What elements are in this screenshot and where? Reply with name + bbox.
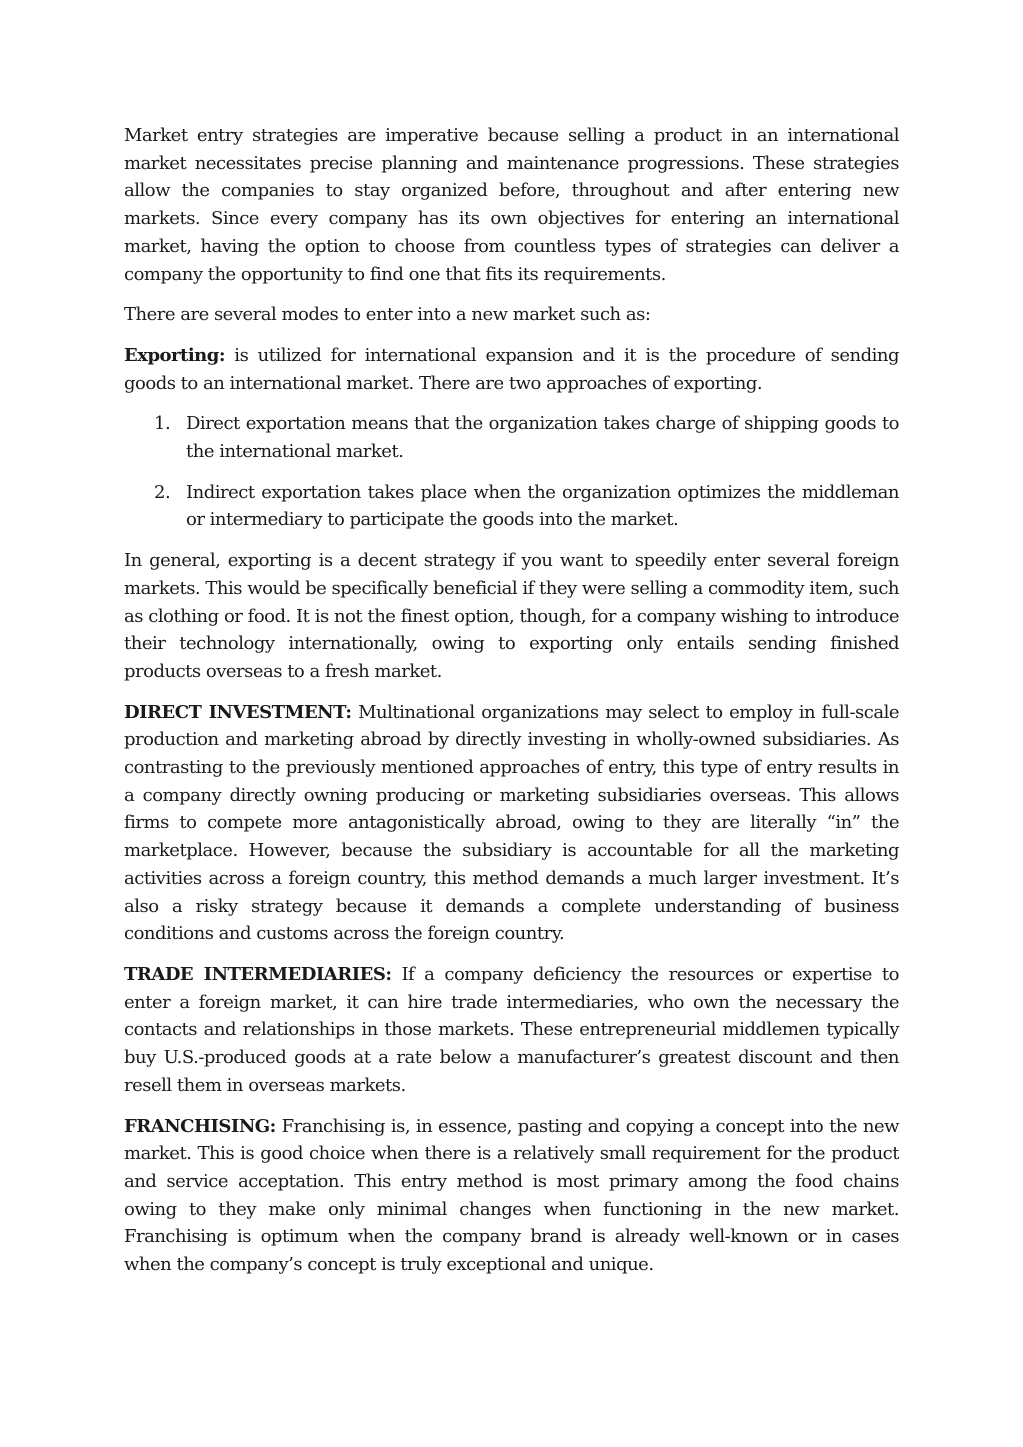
exporting-text: is utilized for international expansion and it is the procedure of sending goods to an international market. There are two approaches of exporting. <box>124 344 899 394</box>
list-item-text: Direct exportation means that the organization takes charge of shipping goods to the international market. <box>186 413 899 463</box>
direct-investment-heading: DIRECT INVESTMENT: <box>124 701 352 723</box>
document-page <box>124 122 899 1292</box>
exporting-heading: Exporting: <box>124 344 225 366</box>
exporting-paragraph <box>124 342 899 397</box>
direct-investment-paragraph <box>124 699 899 948</box>
trade-intermediaries-paragraph <box>124 961 899 1100</box>
trade-intermediaries-heading: TRADE INTERMEDIARIES: <box>124 963 392 985</box>
list-item <box>124 479 899 534</box>
franchising-text: Franchising is, in essence, pasting and copying a concept into the new market. This is good choice when there is a relatively small requirement for the product and service acceptation. This entry method is most primary among the food chains owing to they make only minimal changes when functioning in the new market. Franchising is optimum when the company brand is already well-known or in cases when the company’s concept is truly exceptional and unique. <box>124 1115 899 1276</box>
intro-paragraph: Market entry strategies are imperative because selling a product in an international market necessitates precise planning and maintenance progressions. These strategies allow the companies to stay organized before, throughout and after entering new markets. Since every company has its own objectives for entering an international market, having the option to choose from countless types of strategies can deliver a company the opportunity to find one that fits its requirements. <box>124 125 899 285</box>
franchising-heading: FRANCHISING: <box>124 1115 276 1137</box>
franchising-paragraph <box>124 1113 899 1279</box>
trade-intermediaries-text: If a company deficiency the resources or expertise to enter a foreign market, it can hire trade intermediaries, who own the necessary the contacts and relationships in those markets. These entrepreneurial middlemen typically buy U.S.-produced goods at a rate below a manufacturer’s greatest discount and then resell them in overseas markets. <box>124 963 899 1096</box>
list-item-number: 1. <box>154 413 171 435</box>
direct-investment-text: Multinational organizations may select to employ in full-scale production and marketing abroad by directly investing in wholly-owned subsidiaries. As contrasting to the previously mentioned approaches of entry, this type of entry results in a company directly owning producing or marketing subsidiaries overseas. This allows firms to compete more antagonistically abroad, owing to they are literally “in” the marketplace. However, because the subsidiary is accountable for all the marketing activities across a foreign country, this method demands a much larger investment. It’s also a risky strategy because it demands a complete understanding of business conditions and customs across the foreign country. <box>124 701 899 945</box>
list-item-number: 2. <box>154 481 171 503</box>
list-item-text: Indirect exportation takes place when the organization optimizes the middleman or intermediary to participate the goods into the market. <box>186 481 899 531</box>
list-item <box>124 410 899 465</box>
exporting-general-paragraph: In general, exporting is a decent strategy if you want to speedily enter several foreign markets. This would be specifically beneficial if they were selling a commodity item, such as clothing or food. It is not the finest option, though, for a company wishing to introduce their technology internationally, owing to exporting only entails sending finished products overseas to a fresh market. <box>124 550 899 682</box>
modes-paragraph: There are several modes to enter into a new market such as: <box>124 304 651 326</box>
exporting-approaches-list <box>124 410 899 534</box>
